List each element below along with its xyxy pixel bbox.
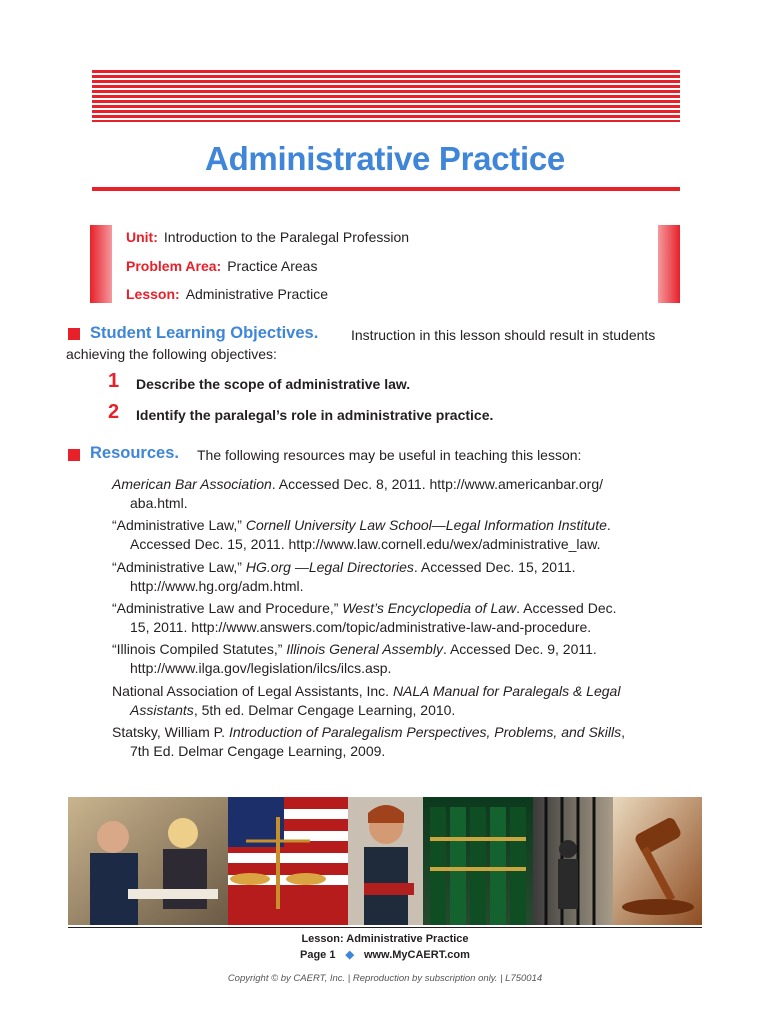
objectives-heading: Student Learning Objectives. bbox=[90, 324, 319, 342]
lesson-line bbox=[126, 286, 328, 302]
objective-text: Identify the paralegal’s role in administrative practice. bbox=[136, 407, 494, 423]
title-rule bbox=[92, 187, 680, 191]
lesson-label: Lesson: bbox=[126, 286, 180, 302]
problem-area-label: Problem Area: bbox=[126, 258, 222, 274]
resource-item: “Administrative Law,” Cornell University Law School—Legal Information Institute. Accessed Dec. 15, 2011. http://www.law.cornell.edu/wex/administrative_law. bbox=[112, 517, 611, 552]
resource-item: Statsky, William P. Introduction of Paralegalism Perspectives, Problems, and Skills, 7th Ed. Delmar Cengage Learning, 2009. bbox=[112, 724, 626, 759]
meta-bar-left bbox=[90, 225, 112, 303]
resources-bullet bbox=[68, 449, 80, 461]
resource-item: “Illinois Compiled Statutes,” Illinois General Assembly. Accessed Dec. 9, 2011. http://www.ilga.gov/legislation/ilcs/ilcs.asp. bbox=[112, 641, 597, 676]
unit-line bbox=[126, 229, 409, 245]
resources-intro: The following resources may be useful in teaching this lesson: bbox=[197, 447, 582, 463]
footer-site: www.MyCAERT.com bbox=[363, 949, 470, 961]
collage-image bbox=[68, 797, 702, 925]
lesson-value: Administrative Practice bbox=[185, 286, 329, 302]
page-title: Administrative Practice bbox=[205, 140, 565, 177]
objective-number: 1 bbox=[108, 370, 120, 392]
objectives-intro-1: Instruction in this lesson should result in students bbox=[351, 327, 656, 343]
header-stripes bbox=[92, 70, 680, 122]
unit-label: Unit: bbox=[126, 229, 158, 245]
resources-heading: Resources. bbox=[90, 444, 179, 462]
resource-item: American Bar Association. Accessed Dec. 8, 2011. http://www.americanbar.org/ aba.html. bbox=[112, 476, 604, 511]
problem-area-line bbox=[126, 258, 317, 274]
objectives-bullet bbox=[68, 328, 80, 340]
objectives-intro-2: achieving the following objectives: bbox=[66, 346, 277, 362]
problem-area-value: Practice Areas bbox=[227, 258, 318, 274]
resource-item: National Association of Legal Assistants, Inc. NALA Manual for Paralegals & Legal Assistants, 5th ed. Delmar Cengage Learning, 2010. bbox=[112, 683, 621, 718]
objective-text: Describe the scope of administrative law. bbox=[136, 376, 411, 392]
resource-item: “Administrative Law,” HG.org —Legal Directories. Accessed Dec. 15, 2011. http://www.hg.org/adm.html. bbox=[112, 559, 576, 594]
footer-rule bbox=[68, 927, 702, 928]
objective-number: 2 bbox=[108, 401, 120, 423]
footer-page: Page 1 bbox=[300, 949, 336, 961]
unit-value: Introduction to the Paralegal Profession bbox=[163, 229, 410, 245]
resource-item: “Administrative Law and Procedure,” West’s Encyclopedia of Law. Accessed Dec. 15, 2011. http://www.answers.com/topic/administrative-law-and-procedure. bbox=[112, 600, 617, 635]
diamond-icon: ◆ bbox=[345, 949, 354, 961]
legal-photo-collage bbox=[68, 797, 702, 925]
footer-page-line bbox=[300, 948, 470, 961]
meta-bar-right bbox=[658, 225, 680, 303]
footer-lesson: Lesson: Administrative Practice bbox=[301, 933, 469, 945]
copyright: Copyright © by CAERT, Inc. | Reproduction by subscription only. | L750014 bbox=[227, 973, 543, 984]
